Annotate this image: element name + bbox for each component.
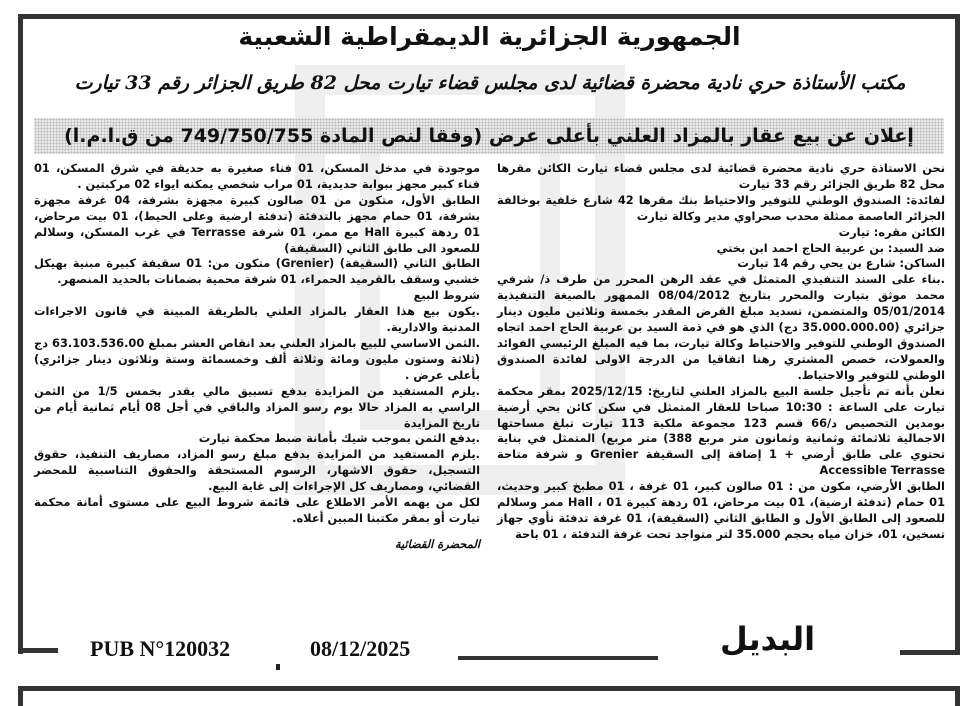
paragraph: .يدفع الثمن بموجب شيك بأمانة ضبط محكمة تيارت (198, 431, 480, 446)
paragraph: .يلزم المستفيد من المزايدة بدفع مبلغ رسو المزاد، مصاريف التنفيذ، حقوق التسجيل، حقوق الاشهار، الرسوم المستحقة والحقوق التناسبية للمحضر القضائي، ومصاريف كل الإجراءات إلى غاية البيع. (34, 447, 480, 494)
paragraph: .يلزم المستفيد من المزايدة بدفع تسبيق مالي يقدر بخمس 1/5 من الثمن الراسي به المزاد حالا يوم رسو المزاد والباقي في أجل 08 أيام ثمانية أيام من تاريخ المزايدة (34, 383, 481, 430)
paragraph: ضد السيد: بن عربية الحاج احمد ابن بختي (716, 240, 945, 255)
separator-dot (276, 664, 280, 670)
paragraph: لكل من يهمه الأمر الاطلاع على قائمة شروط البيع على مستوى أمانة محكمة تيارت أو بمقر مكتبنا المبين أعلاه. (34, 495, 480, 525)
announcement-banner (34, 118, 944, 154)
paragraph: الطابق الأرضي، مكون من : 01 صالون كبير، 01 غرفة ، 01 مطبخ كبير وحديث، 01 حمام (تدفئة ارضية)، 01 بيت مرحاض، 01 ردهة كبيرة Hall ، 01 ممر وسلالم للصعود إلى الطابق الأول و الطابق الثاني (السقيفة)، 01 غرفة تدفئة تأوي جهاز تسخين، 01، خزان مياه بحجم 35.000 لتر متواجد تحت غرفة التدفئة ، 01 باحة (497, 479, 945, 541)
newspaper-name: البديل (720, 620, 816, 658)
footer-rule (458, 656, 658, 660)
paragraph: نحن الاستاذة حري نادية محضرة قضائية لدى مجلس قضاء تيارت الكائن مقرها محل 82 طريق الجزائر رقم 33 تيارت (497, 161, 945, 191)
paragraph: الطابق الأول، متكون من 01 صالون كبيرة مجهزة بشرفة، 04 غرفة مجهزة بشرفة، 01 حمام مجهز بالتدفئة (تدفئة ارضية وعلى الحيط)، 01 بيت مرحاض، 01 ردهة كبيرة Hall مع ممر، 01 شرفة Terrasse في غرب المسكن، وسلالم للصعود الى طابق الثاني (السقيفة) (34, 192, 480, 255)
right-column (497, 161, 945, 543)
frame-corner-bar (900, 650, 960, 655)
paragraph: لفائدة: الصندوق الوطني للتوفير والاحتياط بنك مقرها 42 شارع خلفية بوخالفة الجزائر العاصمة ممثلة محدب صحراوي مدير وكالة تيارت (497, 192, 945, 223)
frame-corner-bar (18, 648, 58, 653)
pub-number: PUB N°120032 (90, 636, 231, 661)
next-announcement-frame (18, 686, 960, 706)
paragraph: نعلن بأنه تم تأجيل جلسة البيع بالمزاد العلني لتاريخ: 2025/12/15 بمقر محكمة تيارت على الساعة : 10:30 صباحا للعقار المتمثل في سكن كائن بحي أرضية بومدين التحصيص د/66 قسم 123 مجموعة ملكية 113 تيارت تبلغ مساحتها الاجمالية ثلاثمائة وثمانية وثمانون متر مربع 388) متر مربع) المتمثل في بناية تحتوي على طابق أرضي + 1 إضافة إلى السقيفة Grenier و شرفة متاحة Accessible Terrasse (497, 383, 945, 478)
paragraph: .يكون بيع هذا العقار بالمزاد العلني بالطريقة المبينة في قانون الاجراءات المدنية والادارية. (34, 304, 480, 335)
paragraph: موجودة في مدخل المسكن، 01 فناء صغيرة به حديقة في شرق المسكن، 01 فناء كبير مجهز ببوابة حديدية، 01 مراب شخصي يمكنه ايواء 02 مركبتين . (34, 161, 480, 191)
left-column (34, 161, 480, 553)
paragraph: الكائن مقره: تيارت (838, 224, 945, 239)
paragraph: الطابق الثاني (السقيفة) (Grenier) متكون من: 01 سقيفة كبيرة مبنية بهيكل خشبي وسقف بالقرميد الحمراء، 01 شرفة محمية بضمانات بالحديد المنصهر. (34, 256, 481, 287)
office-subtitle: مكتب الأستاذة حري نادية محضرة قضائية لدى مجلس قضاء تيارت محل 82 طريق الجزائر رقم 33 تيارت (74, 72, 906, 94)
paragraph: .بناء على السند التنفيذي المتمثل في عقد الرهن المحرر من طرف ذ/ شرفي محمد موثق بتيارت والمحرر بتاريخ 08/04/2012 الممهور بالصيغة التنفيذية 05/01/2014 والمتضمن، تسديد مبلغ القرض المقدر بخمسة وثلاثين مليون دينار جزائري (35.000.000.00 دج) الذي هو في ذمة السيد بن عربية الحاج احمد اتجاه الصندوق الوطني للتوفير والاحتياط وكالة تيارت، بما فيه المبلغ الرئيسي الفوائد والعمولات، خصص المشتري رهنا اتفاقيا من الدرجة الاولى لفائدة الصندوق الوطني للتوفير والاحتياط. (497, 272, 945, 382)
banner-text: إعلان عن بيع عقار بالمزاد العلني بأعلى عرض (وفقا لنص المادة 749/750/755 من ق.ا.م.ا) (64, 125, 914, 147)
section-heading: شروط البيع (413, 288, 480, 303)
signature: المحضرة القضائية (394, 536, 480, 551)
publication-date: 08/12/2025 (310, 636, 411, 661)
paragraph: الساكن: شارع بن يحي رقم 14 تيارت (737, 256, 945, 271)
document-title: الجمهورية الجزائرية الديمقراطية الشعبية (238, 22, 741, 51)
paragraph: .الثمن الاساسي للبيع بالمزاد العلني بعد انقاص العشر بمبلغ 63.103.536.00 دج (ثلاثة وستون مليون ومائة وثلاثة ألف وخمسمائة وستة وثلاثون دينار جزائري) بأعلى عرض . (34, 335, 480, 382)
